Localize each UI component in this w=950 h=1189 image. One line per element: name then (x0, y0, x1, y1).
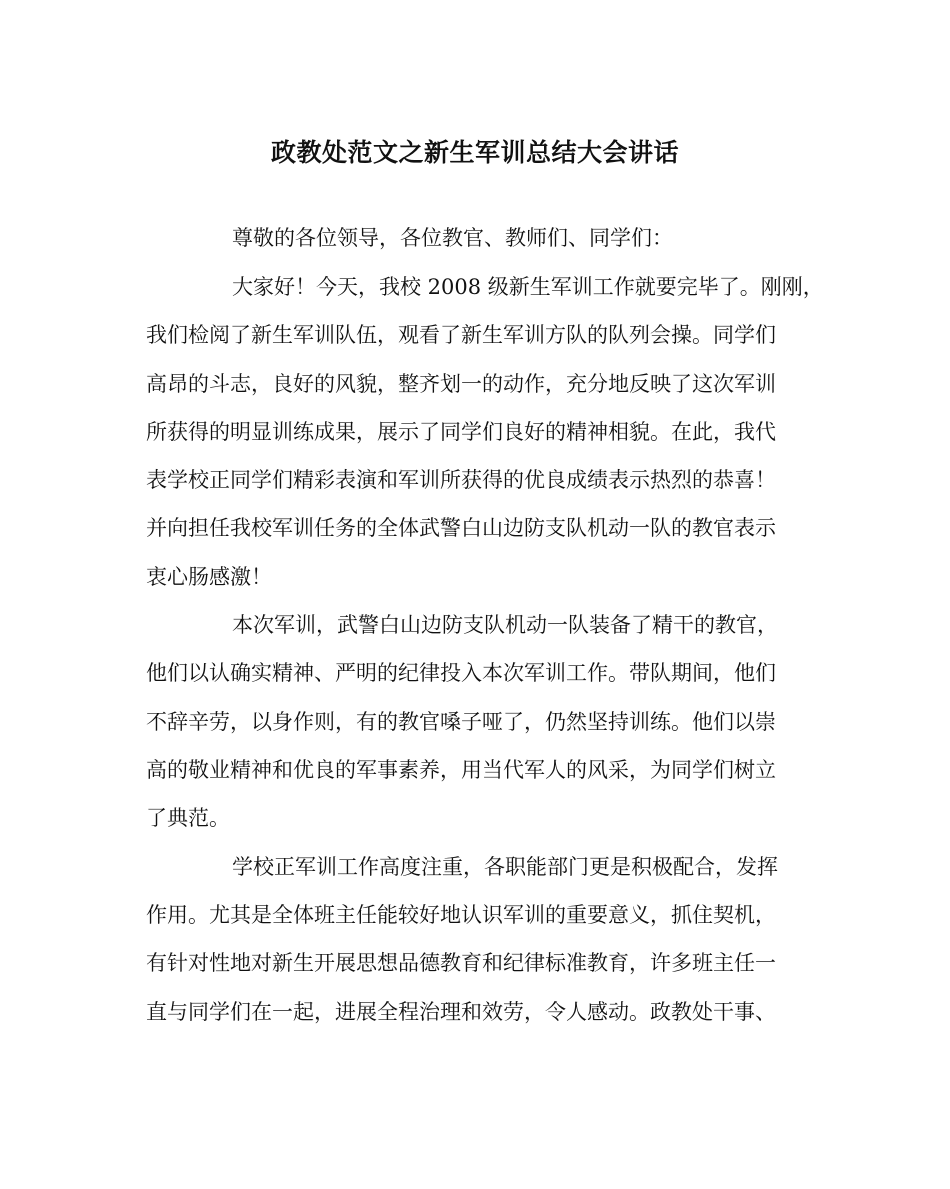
paragraph-1-line-3: 高昂的斗志，良好的风貌，整齐划一的动作，充分地反映了这次军训 (146, 372, 776, 396)
paragraph-1-line-1: 大家好！今天，我校 2008 级新生军训工作就要完毕了。刚刚， (232, 275, 824, 299)
paragraph-3-line-1: 学校正军训工作高度注重，各职能部门更是积极配合，发挥 (232, 855, 778, 879)
paragraph-1-line-4: 所获得的明显训练成果，展示了同学们良好的精神相貌。在此，我代 (146, 420, 776, 444)
paragraph-1-line-5: 表学校正同学们精彩表演和军训所获得的优良成绩表示热烈的恭喜！ (146, 468, 776, 492)
paragraph-2-line-5: 了典范。 (146, 806, 230, 830)
paragraph-1-line-7: 衷心肠感激！ (146, 565, 272, 589)
paragraph-3-line-3: 有针对性地对新生开展思想品德教育和纪律标准教育，许多班主任一 (146, 951, 776, 975)
paragraph-1-line-6: 并向担任我校军训任务的全体武警白山边防支队机动一队的教官表示 (146, 516, 776, 540)
paragraph-3-line-2: 作用。尤其是全体班主任能较好地认识军训的重要意义，抓住契机， (146, 903, 776, 927)
paragraph-2-line-2: 他们以认确实精神、严明的纪律投入本次军训工作。带队期间，他们 (146, 661, 776, 685)
paragraph-1-line-2: 我们检阅了新生军训队伍，观看了新生军训方队的队列会操。同学们 (146, 323, 776, 347)
paragraph-2-line-1: 本次军训，武警白山边防支队机动一队装备了精干的教官， (232, 613, 778, 637)
paragraph-2-line-3: 不辞辛劳，以身作则，有的教官嗓子哑了，仍然坚持训练。他们以崇 (146, 710, 776, 734)
salutation-line: 尊敬的各位领导，各位教官、教师们、同学们： (232, 226, 673, 250)
paragraph-2-line-4: 高的敬业精神和优良的军事素养，用当代军人的风采，为同学们树立 (146, 758, 776, 782)
paragraph-3-line-4: 直与同学们在一起，进展全程治理和效劳，令人感动。政教处干事、 (146, 1000, 776, 1024)
document-title: 政教处范文之新生军训总结大会讲话 (270, 138, 679, 167)
